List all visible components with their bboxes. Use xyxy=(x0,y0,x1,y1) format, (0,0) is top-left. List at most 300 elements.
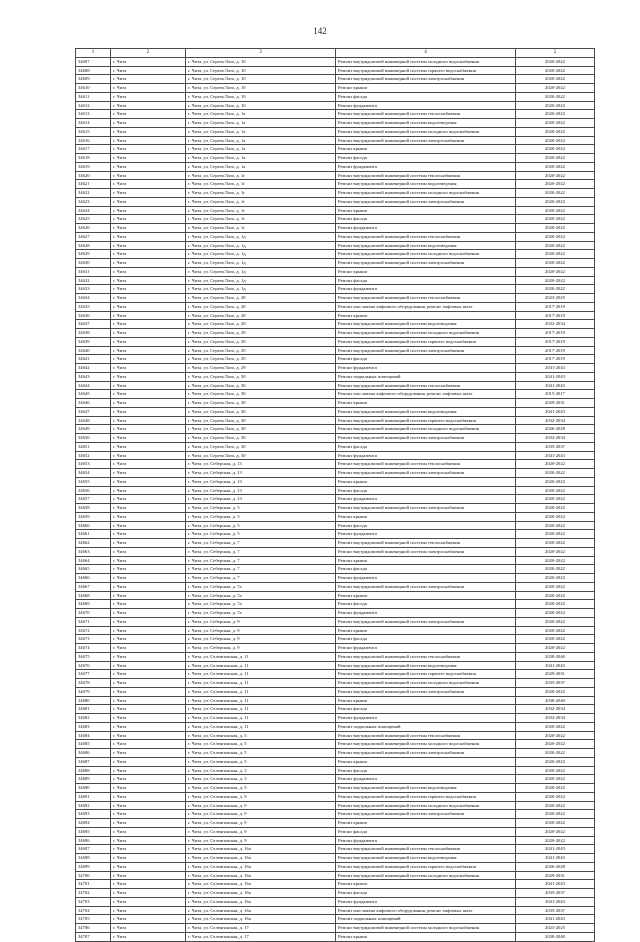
settlement-cell: г. Чита xyxy=(111,250,186,259)
row-number-cell: 34637 xyxy=(76,320,111,329)
address-cell: г. Чита, ул. Селенгинская, д. 5 xyxy=(186,731,336,740)
work-type-cell: Ремонт фундамента xyxy=(336,897,516,906)
row-number-cell: 34702 xyxy=(76,889,111,898)
row-number-cell: 34657 xyxy=(76,495,111,504)
table-row xyxy=(76,880,595,889)
work-type-cell: Ремонт внутридомовой инженерной системы теплоснабжения xyxy=(336,731,516,740)
row-number-cell: 34625 xyxy=(76,215,111,224)
address-cell: г. Чита, ул. Себерская, д. 13 xyxy=(186,486,336,495)
work-type-cell: Ремонт внутридомовой инженерной системы электроснабжения xyxy=(336,617,516,626)
period-cell: 2020-2022 xyxy=(516,285,595,294)
settlement-cell: г. Чита xyxy=(111,320,186,329)
address-cell: г. Чита, ул. Селенгинская, д. 11 xyxy=(186,652,336,661)
period-cell: 2020-2022 xyxy=(516,547,595,556)
table-row xyxy=(76,241,595,250)
table-row xyxy=(76,565,595,574)
table-row xyxy=(76,451,595,460)
work-type-cell: Ремонт внутридомовой инженерной системы электроснабжения xyxy=(336,197,516,206)
row-number-cell: 34705 xyxy=(76,915,111,924)
address-cell: г. Чита, ул. Сергея Лазо, д. 10 xyxy=(186,57,336,66)
table-row xyxy=(76,407,595,416)
row-number-cell: 34628 xyxy=(76,241,111,250)
period-cell: 2032-2034 xyxy=(516,320,595,329)
work-type-cell: Ремонт внутридомовой инженерной системы электроснабжения xyxy=(336,434,516,443)
period-cell: 2020-2022 xyxy=(516,565,595,574)
address-cell: г. Чита, ул. Сергея Лазо, д. 1д xyxy=(186,250,336,259)
row-number-cell: 34638 xyxy=(76,329,111,338)
row-number-cell: 34620 xyxy=(76,171,111,180)
work-type-cell: Ремонт фундамента xyxy=(336,364,516,373)
work-type-cell: Ремонт или замена лифтового оборудования, ремонт лифтовых шахт xyxy=(336,906,516,915)
table-row xyxy=(76,924,595,933)
table-row xyxy=(76,416,595,425)
table-row xyxy=(76,302,595,311)
address-cell: г. Чита, ул. Себерская, д. 7а xyxy=(186,600,336,609)
row-number-cell: 34691 xyxy=(76,792,111,801)
row-number-cell: 34660 xyxy=(76,521,111,530)
period-cell: 2032-2034 xyxy=(516,714,595,723)
period-cell: 2020-2022 xyxy=(516,609,595,618)
table-row xyxy=(76,145,595,154)
address-cell: г. Чита, ул. Сергея Лазо, д. 10 xyxy=(186,84,336,93)
work-type-cell: Ремонт внутридомовой инженерной системы холодного водоснабжения xyxy=(336,871,516,880)
settlement-cell: г. Чита xyxy=(111,171,186,180)
work-type-cell: Ремонт крыши xyxy=(336,819,516,828)
period-cell: 2020-2022 xyxy=(516,539,595,548)
address-cell: г. Чита, ул. Сергея Лазо, д. 1г xyxy=(186,224,336,233)
table-row xyxy=(76,582,595,591)
address-cell: г. Чита, ул. Сергея Лазо, д. 10 xyxy=(186,75,336,84)
address-cell: г. Чита, ул. Селенгинская, д. 9 xyxy=(186,792,336,801)
work-type-cell: Ремонт внутридомовой инженерной системы горячего водоснабжения xyxy=(336,670,516,679)
work-type-cell: Ремонт внутридомовой инженерной системы электроснабжения xyxy=(336,136,516,145)
settlement-cell: г. Чита xyxy=(111,241,186,250)
work-type-cell: Ремонт внутридомовой инженерной системы водоотведения xyxy=(336,119,516,128)
address-cell: г. Чита, ул. Сергея Лазо, д. 10 xyxy=(186,92,336,101)
period-cell: 2017-2019 xyxy=(516,355,595,364)
settlement-cell: г. Чита xyxy=(111,197,186,206)
settlement-cell: г. Чита xyxy=(111,355,186,364)
row-number-cell: 34616 xyxy=(76,136,111,145)
table-row xyxy=(76,460,595,469)
row-number-cell: 34618 xyxy=(76,154,111,163)
work-type-cell: Ремонт или замена лифтового оборудования, ремонт лифтовых шахт xyxy=(336,390,516,399)
settlement-cell: г. Чита xyxy=(111,906,186,915)
table-row xyxy=(76,329,595,338)
address-cell: г. Чита, ул. Сергея Лазо, д. 1д xyxy=(186,259,336,268)
period-cell: 2020-2022 xyxy=(516,469,595,478)
address-cell: г. Чита, ул. Сергея Лазо, д. 30 xyxy=(186,451,336,460)
address-cell: г. Чита, ул. Сергея Лазо, д. 29 xyxy=(186,364,336,373)
address-cell: г. Чита, ул. Селенгинская, д. 5 xyxy=(186,784,336,793)
table-row xyxy=(76,294,595,303)
table-row xyxy=(76,399,595,408)
period-cell: 2020-2022 xyxy=(516,722,595,731)
work-type-cell: Ремонт внутридомовой инженерной системы теплоснабжения xyxy=(336,539,516,548)
row-number-cell: 34674 xyxy=(76,644,111,653)
table-row xyxy=(76,574,595,583)
settlement-cell: г. Чита xyxy=(111,897,186,906)
table-row xyxy=(76,906,595,915)
period-cell: 2041-2043 xyxy=(516,407,595,416)
work-type-cell: Ремонт внутридомовой инженерной системы водоотведения xyxy=(336,661,516,670)
table-row xyxy=(76,609,595,618)
settlement-cell: г. Чита xyxy=(111,276,186,285)
address-cell: г. Чита, ул. Сергея Лазо, д. 28 xyxy=(186,294,336,303)
table-row xyxy=(76,66,595,75)
settlement-cell: г. Чита xyxy=(111,425,186,434)
address-cell: г. Чита, ул. Сергея Лазо, д. 1а xyxy=(186,119,336,128)
row-number-cell: 34655 xyxy=(76,477,111,486)
settlement-cell: г. Чита xyxy=(111,119,186,128)
period-cell: 2020-2022 xyxy=(516,819,595,828)
table-row xyxy=(76,679,595,688)
address-cell: г. Чита, ул. Сергея Лазо, д. 1г xyxy=(186,189,336,198)
settlement-cell: г. Чита xyxy=(111,101,186,110)
table-row xyxy=(76,442,595,451)
settlement-cell: г. Чита xyxy=(111,285,186,294)
settlement-cell: г. Чита xyxy=(111,224,186,233)
row-number-cell: 34701 xyxy=(76,880,111,889)
row-number-cell: 34623 xyxy=(76,197,111,206)
address-cell: г. Чита, ул. Сергея Лазо, д. 30 xyxy=(186,434,336,443)
settlement-cell: г. Чита xyxy=(111,504,186,513)
row-number-cell: 34665 xyxy=(76,565,111,574)
address-cell: г. Чита, ул. Себерская, д. 7а xyxy=(186,582,336,591)
period-cell: 2041-2043 xyxy=(516,915,595,924)
table-row xyxy=(76,101,595,110)
table-row xyxy=(76,215,595,224)
row-number-cell: 34682 xyxy=(76,714,111,723)
settlement-cell: г. Чита xyxy=(111,399,186,408)
work-type-cell: Ремонт подвальных помещений xyxy=(336,915,516,924)
address-cell: г. Чита, ул. Селенгинская, д. 11 xyxy=(186,679,336,688)
table-row xyxy=(76,617,595,626)
period-cell: 2020-2022 xyxy=(516,827,595,836)
settlement-cell: г. Чита xyxy=(111,311,186,320)
work-type-cell: Ремонт фасада xyxy=(336,355,516,364)
work-type-cell: Ремонт крыши xyxy=(336,757,516,766)
period-cell: 2020-2022 xyxy=(516,626,595,635)
table-row xyxy=(76,504,595,513)
row-number-cell: 34644 xyxy=(76,381,111,390)
row-number-cell: 34614 xyxy=(76,119,111,128)
period-cell: 2020-2022 xyxy=(516,749,595,758)
period-cell: 2017-2019 xyxy=(516,346,595,355)
table-row xyxy=(76,652,595,661)
period-cell: 2020-2022 xyxy=(516,162,595,171)
period-cell: 2029-2031 xyxy=(516,670,595,679)
address-cell: г. Чита, ул. Селенгинская, д. 5 xyxy=(186,740,336,749)
period-cell: 2020-2022 xyxy=(516,556,595,565)
settlement-cell: г. Чита xyxy=(111,836,186,845)
settlement-cell: г. Чита xyxy=(111,731,186,740)
row-number-cell: 34675 xyxy=(76,652,111,661)
address-cell: г. Чита, ул. Селенгинская, д. 16а xyxy=(186,854,336,863)
row-number-cell: 34694 xyxy=(76,819,111,828)
row-number-cell: 34617 xyxy=(76,145,111,154)
period-cell: 2020-2022 xyxy=(516,757,595,766)
address-cell: г. Чита, ул. Селенгинская, д. 11 xyxy=(186,661,336,670)
settlement-cell: г. Чита xyxy=(111,259,186,268)
work-type-cell: Ремонт крыши xyxy=(336,591,516,600)
work-type-cell: Ремонт крыши xyxy=(336,696,516,705)
period-cell: 2041-2043 xyxy=(516,880,595,889)
settlement-cell: г. Чита xyxy=(111,136,186,145)
settlement-cell: г. Чита xyxy=(111,819,186,828)
table-row xyxy=(76,469,595,478)
row-number-cell: 34608 xyxy=(76,66,111,75)
settlement-cell: г. Чита xyxy=(111,495,186,504)
period-cell: 2017-2019 xyxy=(516,302,595,311)
address-cell: г. Чита, ул. Селенгинская, д. 11 xyxy=(186,687,336,696)
work-type-cell: Ремонт крыши xyxy=(336,267,516,276)
row-number-cell: 34636 xyxy=(76,311,111,320)
period-cell: 2029-2031 xyxy=(516,399,595,408)
settlement-cell: г. Чита xyxy=(111,486,186,495)
period-cell: 2020-2022 xyxy=(516,591,595,600)
settlement-cell: г. Чита xyxy=(111,364,186,373)
work-type-cell: Ремонт фасада xyxy=(336,705,516,714)
work-type-cell: Ремонт фундамента xyxy=(336,530,516,539)
settlement-cell: г. Чита xyxy=(111,390,186,399)
column-header: 1 xyxy=(76,49,111,58)
table-row xyxy=(76,714,595,723)
period-cell: 2020-2022 xyxy=(516,644,595,653)
period-cell: 2041-2043 xyxy=(516,845,595,854)
table-row xyxy=(76,57,595,66)
work-type-cell: Ремонт внутридомовой инженерной системы электроснабжения xyxy=(336,346,516,355)
period-cell: 2041-2043 xyxy=(516,854,595,863)
row-number-cell: 34689 xyxy=(76,775,111,784)
address-cell: г. Чита, ул. Селенгинская, д. 11 xyxy=(186,670,336,679)
period-cell: 2020-2022 xyxy=(516,84,595,93)
table-row xyxy=(76,267,595,276)
settlement-cell: г. Чита xyxy=(111,574,186,583)
row-number-cell: 34632 xyxy=(76,276,111,285)
row-number-cell: 34654 xyxy=(76,469,111,478)
settlement-cell: г. Чита xyxy=(111,889,186,898)
period-cell: 2020-2022 xyxy=(516,267,595,276)
work-type-cell: Ремонт фасада xyxy=(336,766,516,775)
work-type-cell: Ремонт фасада xyxy=(336,889,516,898)
address-cell: г. Чита, ул. Сергея Лазо, д. 30 xyxy=(186,390,336,399)
table-row xyxy=(76,757,595,766)
row-number-cell: 34700 xyxy=(76,871,111,880)
work-type-cell: Ремонт фасада xyxy=(336,600,516,609)
period-cell: 2020-2022 xyxy=(516,836,595,845)
address-cell: г. Чита, ул. Сергея Лазо, д. 1а xyxy=(186,154,336,163)
settlement-cell: г. Чита xyxy=(111,626,186,635)
settlement-cell: г. Чита xyxy=(111,189,186,198)
period-cell: 2020-2022 xyxy=(516,171,595,180)
table-row xyxy=(76,600,595,609)
period-cell: 2020-2022 xyxy=(516,66,595,75)
settlement-cell: г. Чита xyxy=(111,469,186,478)
period-cell: 2020-2022 xyxy=(516,801,595,810)
address-cell: г. Чита, ул. Селенгинская, д. 16а xyxy=(186,906,336,915)
period-cell: 2020-2022 xyxy=(516,197,595,206)
address-cell: г. Чита, ул. Себерская, д. 13 xyxy=(186,477,336,486)
address-cell: г. Чита, ул. Сергея Лазо, д. 1г xyxy=(186,180,336,189)
work-type-cell: Ремонт фасада xyxy=(336,565,516,574)
period-cell: 2020-2022 xyxy=(516,224,595,233)
period-cell: 2026-2028 xyxy=(516,862,595,871)
work-type-cell: Ремонт крыши xyxy=(336,477,516,486)
period-cell: 2035-2037 xyxy=(516,889,595,898)
work-type-cell: Ремонт фасада xyxy=(336,442,516,451)
settlement-cell: г. Чита xyxy=(111,582,186,591)
settlement-cell: г. Чита xyxy=(111,162,186,171)
address-cell: г. Чита, ул. Сергея Лазо, д. 1а xyxy=(186,110,336,119)
work-type-cell: Ремонт подвальных помещений xyxy=(336,372,516,381)
work-type-cell: Ремонт крыши xyxy=(336,512,516,521)
settlement-cell: г. Чита xyxy=(111,696,186,705)
work-type-cell: Ремонт внутридомовой инженерной системы теплоснабжения xyxy=(336,110,516,119)
address-cell: г. Чита, ул. Селенгинская, д. 16а xyxy=(186,871,336,880)
period-cell: 2020-2022 xyxy=(516,119,595,128)
address-cell: г. Чита, ул. Себерская, д. 9 xyxy=(186,644,336,653)
period-cell: 2020-2022 xyxy=(516,154,595,163)
row-number-cell: 34706 xyxy=(76,924,111,933)
settlement-cell: г. Чита xyxy=(111,775,186,784)
table-row xyxy=(76,819,595,828)
settlement-cell: г. Чита xyxy=(111,766,186,775)
period-cell: 2020-2022 xyxy=(516,740,595,749)
address-cell: г. Чита, ул. Селенгинская, д. 9 xyxy=(186,810,336,819)
settlement-cell: г. Чита xyxy=(111,442,186,451)
settlement-cell: г. Чита xyxy=(111,757,186,766)
period-cell: 2020-2022 xyxy=(516,180,595,189)
row-number-cell: 34619 xyxy=(76,162,111,171)
address-cell: г. Чита, ул. Себерская, д. 5 xyxy=(186,521,336,530)
settlement-cell: г. Чита xyxy=(111,722,186,731)
work-type-cell: Ремонт внутридомовой инженерной системы теплоснабжения xyxy=(336,460,516,469)
address-cell: г. Чита, ул. Сергея Лазо, д. 1д xyxy=(186,276,336,285)
table-row xyxy=(76,92,595,101)
work-type-cell: Ремонт крыши xyxy=(336,145,516,154)
period-cell: 2020-2022 xyxy=(516,635,595,644)
table-row xyxy=(76,644,595,653)
table-row xyxy=(76,512,595,521)
address-cell: г. Чита, ул. Сергея Лазо, д. 29 xyxy=(186,346,336,355)
period-cell: 2032-2034 xyxy=(516,416,595,425)
address-cell: г. Чита, ул. Сергея Лазо, д. 30 xyxy=(186,442,336,451)
work-type-cell: Ремонт фундамента xyxy=(336,101,516,110)
settlement-cell: г. Чита xyxy=(111,75,186,84)
address-cell: г. Чита, ул. Сергея Лазо, д. 1д xyxy=(186,232,336,241)
table-row xyxy=(76,889,595,898)
table-row xyxy=(76,276,595,285)
address-cell: г. Чита, ул. Себерская, д. 7 xyxy=(186,539,336,548)
settlement-cell: г. Чита xyxy=(111,810,186,819)
work-type-cell: Ремонт фасада xyxy=(336,486,516,495)
work-type-cell: Ремонт фундамента xyxy=(336,714,516,723)
settlement-cell: г. Чита xyxy=(111,451,186,460)
address-cell: г. Чита, ул. Сергея Лазо, д. 1а xyxy=(186,145,336,154)
settlement-cell: г. Чита xyxy=(111,329,186,338)
settlement-cell: г. Чита xyxy=(111,407,186,416)
row-number-cell: 34686 xyxy=(76,749,111,758)
table-row xyxy=(76,171,595,180)
table-row xyxy=(76,425,595,434)
work-type-cell: Ремонт внутридомовой инженерной системы водоотведения xyxy=(336,320,516,329)
address-cell: г. Чита, ул. Сергея Лазо, д. 30 xyxy=(186,381,336,390)
work-type-cell: Ремонт фундамента xyxy=(336,574,516,583)
table-row xyxy=(76,346,595,355)
settlement-cell: г. Чита xyxy=(111,530,186,539)
work-type-cell: Ремонт внутридомовой инженерной системы холодного водоснабжения xyxy=(336,189,516,198)
program-table xyxy=(75,48,595,942)
settlement-cell: г. Чита xyxy=(111,232,186,241)
row-number-cell: 34621 xyxy=(76,180,111,189)
row-number-cell: 34692 xyxy=(76,801,111,810)
settlement-cell: г. Чита xyxy=(111,801,186,810)
work-type-cell: Ремонт внутридомовой инженерной системы электроснабжения xyxy=(336,687,516,696)
address-cell: г. Чита, ул. Селенгинская, д. 16а xyxy=(186,889,336,898)
table-row xyxy=(76,84,595,93)
work-type-cell: Ремонт фасада xyxy=(336,215,516,224)
work-type-cell: Ремонт крыши xyxy=(336,206,516,215)
table-row xyxy=(76,915,595,924)
period-cell: 2020-2022 xyxy=(516,136,595,145)
address-cell: г. Чита, ул. Селенгинская, д. 16а xyxy=(186,880,336,889)
row-number-cell: 34611 xyxy=(76,92,111,101)
work-type-cell: Ремонт внутридомовой инженерной системы горячего водоснабжения xyxy=(336,416,516,425)
address-cell: г. Чита, ул. Сергея Лазо, д. 10 xyxy=(186,66,336,75)
row-number-cell: 34688 xyxy=(76,766,111,775)
table-row xyxy=(76,364,595,373)
table-row xyxy=(76,206,595,215)
table-row xyxy=(76,355,595,364)
settlement-cell: г. Чита xyxy=(111,854,186,863)
period-cell: 2032-2034 xyxy=(516,434,595,443)
row-number-cell: 34613 xyxy=(76,110,111,119)
work-type-cell: Ремонт внутридомовой инженерной системы теплоснабжения xyxy=(336,652,516,661)
row-number-cell: 34609 xyxy=(76,75,111,84)
settlement-cell: г. Чита xyxy=(111,635,186,644)
settlement-cell: г. Чита xyxy=(111,880,186,889)
address-cell: г. Чита, ул. Себерская, д. 9 xyxy=(186,617,336,626)
work-type-cell: Ремонт внутридомовой инженерной системы водоотведения xyxy=(336,180,516,189)
settlement-cell: г. Чита xyxy=(111,679,186,688)
row-number-cell: 34681 xyxy=(76,705,111,714)
work-type-cell: Ремонт фасада xyxy=(336,635,516,644)
table-row xyxy=(76,311,595,320)
address-cell: г. Чита, ул. Сергея Лазо, д. 1д xyxy=(186,285,336,294)
period-cell: 2020-2022 xyxy=(516,215,595,224)
work-type-cell: Ремонт внутридомовой инженерной системы электроснабжения xyxy=(336,469,516,478)
settlement-cell: г. Чита xyxy=(111,294,186,303)
period-cell: 2020-2022 xyxy=(516,775,595,784)
address-cell: г. Чита, ул. Селенгинская, д. 9 xyxy=(186,836,336,845)
table-row xyxy=(76,836,595,845)
work-type-cell: Ремонт крыши xyxy=(336,626,516,635)
address-cell: г. Чита, ул. Себерская, д. 9 xyxy=(186,626,336,635)
settlement-cell: г. Чита xyxy=(111,57,186,66)
row-number-cell: 34659 xyxy=(76,512,111,521)
period-cell: 2020-2022 xyxy=(516,232,595,241)
address-cell: г. Чита, ул. Селенгинская, д. 16а xyxy=(186,862,336,871)
address-cell: г. Чита, ул. Сергея Лазо, д. 1г xyxy=(186,215,336,224)
address-cell: г. Чита, ул. Селенгинская, д. 11 xyxy=(186,714,336,723)
work-type-cell: Ремонт крыши xyxy=(336,399,516,408)
row-number-cell: 34653 xyxy=(76,460,111,469)
address-cell: г. Чита, ул. Сергея Лазо, д. 30 xyxy=(186,407,336,416)
work-type-cell: Ремонт фундамента xyxy=(336,495,516,504)
settlement-cell: г. Чита xyxy=(111,871,186,880)
period-cell: 2026-2028 xyxy=(516,425,595,434)
